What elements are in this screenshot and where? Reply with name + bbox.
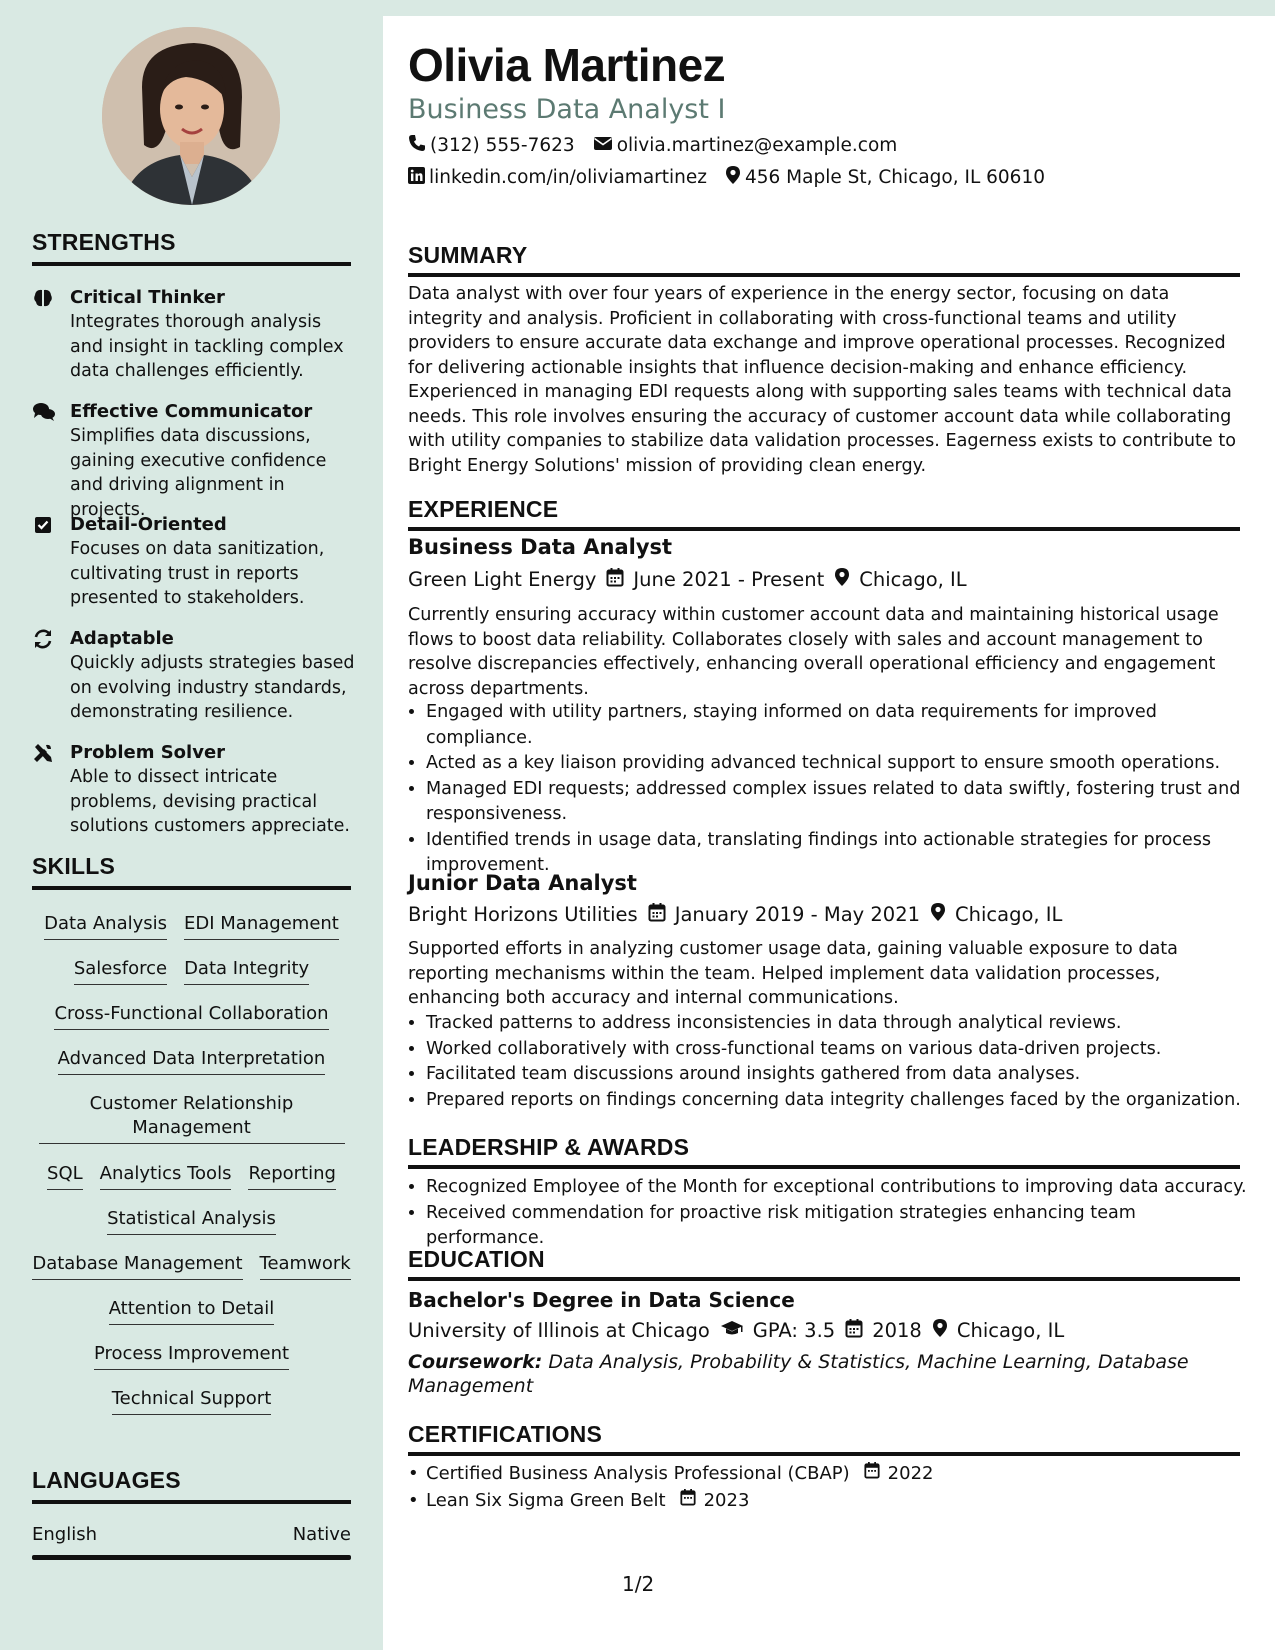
strength-title: Adaptable: [70, 628, 174, 649]
checkbox-icon: [32, 514, 56, 538]
certifications-heading: CERTIFICATIONS: [408, 1421, 1240, 1456]
school-location: Chicago, IL: [956, 1319, 1065, 1342]
skill-tag: Database Management: [32, 1252, 242, 1280]
page-number: 1/2: [622, 1572, 655, 1596]
skill-tag: Salesforce: [74, 957, 167, 985]
map-pin-icon: [930, 902, 946, 927]
strength-item: [32, 400, 357, 522]
skill-tag: Cross-Functional Collaboration: [54, 1002, 328, 1030]
awards-heading: LEADERSHIP & AWARDS: [408, 1134, 1240, 1169]
linkedin-link[interactable]: linkedin.com/in/oliviamartinez: [429, 167, 707, 188]
company-name: Green Light Energy: [408, 568, 597, 591]
skill-tag: Data Analysis: [44, 912, 167, 940]
email-link[interactable]: olivia.martinez@example.com: [616, 135, 898, 156]
skill-tag: Teamwork: [260, 1252, 351, 1280]
certifications-list: [408, 1460, 933, 1514]
job-location: Chicago, IL: [859, 568, 967, 591]
job-bullets: [408, 1011, 1258, 1113]
awards-list: [408, 1175, 1258, 1252]
calendar-icon: [606, 567, 624, 592]
candidate-name: Olivia Martinez: [408, 39, 726, 91]
degree-title: Bachelor's Degree in Data Science: [408, 1288, 795, 1312]
calendar-icon: [648, 902, 666, 927]
coursework-label: Coursework:: [408, 1351, 543, 1373]
strength-title: Detail-Oriented: [70, 514, 227, 535]
list-item: • Tracked patterns to address inconsistencies in data through analytical reviews.: [426, 1011, 1258, 1037]
envelope-icon: [593, 135, 613, 156]
coursework: [408, 1350, 1240, 1398]
list-item: • Identified trends in usage data, translating findings into actionable strategies for process improvement.: [426, 828, 1258, 879]
candidate-title: Business Data Analyst I: [408, 94, 726, 125]
education-meta: [408, 1318, 1064, 1343]
strength-desc: Integrates thorough analysis and insight in tackling complex data challenges efficiently.: [70, 312, 344, 381]
strength-item: [32, 741, 357, 839]
summary-heading: SUMMARY: [408, 242, 1240, 277]
strength-title: Critical Thinker: [70, 287, 225, 308]
experience-heading: EXPERIENCE: [408, 496, 1240, 531]
cert-year: 2023: [703, 1490, 750, 1511]
list-item: [408, 1487, 933, 1514]
languages-heading: LANGUAGES: [32, 1467, 351, 1504]
skill-tag: Customer Relationship Management: [39, 1092, 345, 1144]
skill-tag: EDI Management: [184, 912, 339, 940]
calendar-icon: [680, 1487, 696, 1514]
list-item: • Engaged with utility partners, staying informed on data requirements for improved compliance.: [426, 700, 1258, 751]
skill-tag: Advanced Data Interpretation: [58, 1047, 326, 1075]
job-dates: January 2019 - May 2021: [674, 903, 921, 926]
comments-icon: [32, 401, 56, 425]
list-item: • Received commendation for proactive risk mitigation strategies enhancing team performance.: [426, 1201, 1258, 1252]
cert-name: • Lean Six Sigma Green Belt: [426, 1490, 666, 1511]
strength-desc: Simplifies data discussions, gaining executive confidence and driving alignment in projects.: [70, 426, 327, 520]
address-text: 456 Maple St, Chicago, IL 60610: [744, 167, 1045, 188]
calendar-icon: [864, 1460, 880, 1487]
language-row: [32, 1524, 351, 1545]
list-item: • Managed EDI requests; addressed complex issues related to data swiftly, fostering trust and responsiveness.: [426, 777, 1258, 828]
skill-tag: Process Improvement: [94, 1342, 289, 1370]
job-dates: June 2021 - Present: [633, 568, 825, 591]
job-bullets: [408, 700, 1258, 879]
job-description: Supported efforts in analyzing customer usage data, gaining valuable exposure to data reporting mechanisms within the team. Helped implement data validation processes, enhancing both accuracy and internal communications.: [408, 939, 1178, 1008]
contact-row: [408, 134, 897, 157]
map-pin-icon: [725, 165, 741, 190]
job-location: Chicago, IL: [955, 903, 1063, 926]
skill-tag: Data Integrity: [184, 957, 309, 985]
summary-text: Data analyst with over four years of experience in the energy sector, focusing on data integrity and analysis. Proficient in collaborating with cross-functional teams and utility providers to ensure accurate data exchange and improve operational processes. Recognized for delivering actionable insights that influence decision-making and enhance efficiency. Experienced in managing EDI requests along with supporting sales teams with technical data needs. This role involves ensuring the accuracy of customer account data while collaborating with utility companies to stabilize data validation processes. Eagerness exists to contribute to Bright Energy Solutions' mission of providing clean energy.: [408, 284, 1236, 476]
job-meta: [408, 567, 967, 592]
calendar-icon: [845, 1318, 863, 1343]
list-item: • Worked collaboratively with cross-functional teams on various data-driven projects.: [426, 1037, 1258, 1063]
skill-tag: Reporting: [248, 1162, 336, 1190]
job-description: Currently ensuring accuracy within customer account data and maintaining historical usage flows to boost data reliability. Collaborates closely with sales and account management to resolve discrepancies effectively, enhancing overall operational efficiency and engagement across departments.: [408, 605, 1219, 699]
language-proficiency-bar: [32, 1555, 351, 1560]
skill-tag: Statistical Analysis: [107, 1207, 276, 1235]
map-pin-icon: [932, 1318, 948, 1343]
linkedin-icon: [408, 167, 425, 189]
map-pin-icon: [834, 567, 850, 592]
job-title: Business Data Analyst: [408, 535, 673, 559]
job-meta: [408, 902, 1062, 927]
school-name: University of Illinois at Chicago: [408, 1319, 710, 1342]
language-level: Native: [292, 1524, 351, 1545]
tools-icon: [32, 742, 56, 766]
brain-icon: [32, 287, 56, 311]
list-item: • Acted as a key liaison providing advanced technical support to ensure smooth operations.: [426, 751, 1258, 777]
list-item: • Recognized Employee of the Month for exceptional contributions to improving data accuracy.: [426, 1175, 1258, 1201]
list-item: [408, 1460, 933, 1487]
education-heading: EDUCATION: [408, 1246, 1240, 1281]
skill-tag: Analytics Tools: [100, 1162, 232, 1190]
strength-title: Effective Communicator: [70, 401, 313, 422]
strengths-heading: STRENGTHS: [32, 229, 351, 266]
profile-photo: [102, 27, 280, 205]
gpa: GPA: 3.5: [752, 1319, 836, 1342]
list-item: • Prepared reports on findings concerning data integrity challenges faced by the organization.: [426, 1088, 1258, 1114]
list-item: • Facilitated team discussions around insights gathered from data analyses.: [426, 1062, 1258, 1088]
contact-row: [408, 165, 1045, 190]
strength-item: [32, 513, 357, 611]
cert-name: • Certified Business Analysis Professional (CBAP): [426, 1463, 850, 1484]
graduation-year: 2018: [872, 1319, 922, 1342]
cert-year: 2022: [887, 1463, 934, 1484]
strength-desc: Focuses on data sanitization, cultivating trust in reports presented to stakeholders.: [70, 539, 325, 608]
strength-desc: Able to dissect intricate problems, devising practical solutions customers appreciate.: [70, 767, 350, 836]
phone-text[interactable]: (312) 555-7623: [430, 135, 575, 156]
strength-desc: Quickly adjusts strategies based on evolving industry standards, demonstrating resilience.: [70, 653, 355, 722]
company-name: Bright Horizons Utilities: [408, 903, 638, 926]
skill-tag: Technical Support: [112, 1387, 272, 1415]
strength-item: [32, 627, 357, 725]
sync-icon: [32, 628, 56, 652]
strength-item: [32, 286, 357, 384]
skills-heading: SKILLS: [32, 853, 351, 890]
language-name: English: [32, 1524, 97, 1545]
skill-tag: SQL: [47, 1162, 83, 1190]
phone-icon: [408, 134, 426, 157]
skills-list: [32, 912, 351, 1432]
coursework-text: Data Analysis, Probability & Statistics, Machine Learning, Database Management: [408, 1351, 1189, 1397]
graduation-cap-icon: [720, 1319, 744, 1342]
skill-tag: Attention to Detail: [109, 1297, 275, 1325]
job-title: Junior Data Analyst: [408, 871, 637, 895]
strength-title: Problem Solver: [70, 742, 226, 763]
